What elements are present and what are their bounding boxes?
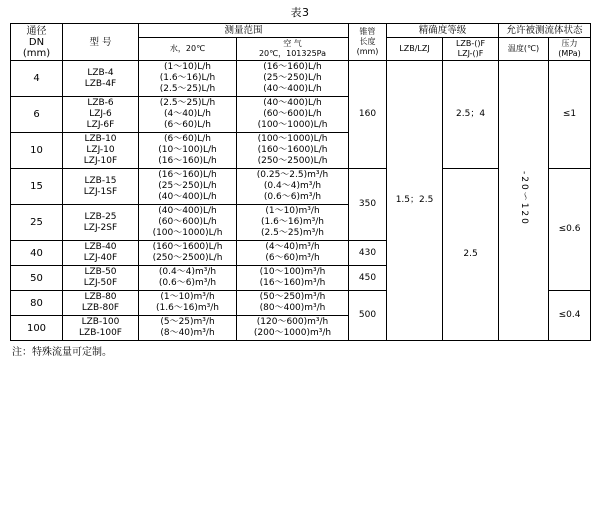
model-line: LZJ-50F [83,278,118,288]
table-title: 表3 [290,6,310,19]
cell-model [63,133,139,169]
header-fluid-temperature: 温度(℃) [499,38,549,61]
cell-cone-length: 160 [349,61,387,169]
cell-cone-length: 450 [349,266,387,291]
cell-accuracy-f-top: 2.5；4 [443,61,499,169]
cell-air-range [237,97,349,133]
cell-model [63,169,139,205]
header-model: 型 号 [63,24,139,61]
range-line: (200～1000)m³/h [253,328,332,338]
temperature-value: -20～120 [519,171,530,226]
range-line: (60～600)L/h [158,217,217,227]
header-range-water: 水，20℃ [139,38,237,61]
range-line: (40～400)L/h [158,192,217,202]
header-fluid-pressure [549,38,591,61]
table-note: 注：特殊流量可定制。 [12,347,112,358]
range-line: (8～40)m³/h [160,328,215,338]
cell-model [63,266,139,291]
header-cone-length [349,24,387,61]
range-line: (100～1000)L/h [257,134,328,144]
range-line: (60～600)L/h [263,109,322,119]
header-dn-line1: 通径 [26,25,47,37]
cell-fluid-pressure-mid: ≤0.6 [549,169,591,291]
cell-fluid-pressure-top: ≤1 [549,61,591,169]
header-fluid-pressure-line2: (MPa) [558,49,581,58]
header-dn-line2: DN [28,36,45,48]
cell-fluid-temperature [499,61,549,341]
range-line: (1～10)L/h [164,62,211,72]
range-line: (25～250)L/h [158,181,217,191]
cell-air-range [237,316,349,341]
range-line: (2.5～25)L/h [159,84,216,94]
cell-air-range [237,169,349,205]
specification-table [10,23,591,341]
range-line: (25～250)L/h [263,73,322,83]
model-line: LZB-100F [79,328,122,338]
range-line: (6～60)m³/h [265,253,320,263]
header-accuracy-f-line1: LZB-()F [455,39,486,48]
range-line: (0.6～6)m³/h [158,278,217,288]
range-line: (1.6～16)m³/h [261,217,324,227]
table-header-row-1 [11,24,591,38]
cell-air-range [237,205,349,241]
range-line: (1～10)m³/h [265,206,320,216]
header-cone-line2: 长度 [359,37,376,46]
cell-air-range [237,241,349,266]
header-measuring-range: 测量范围 [139,24,349,38]
cell-dn: 80 [11,291,63,316]
range-line: (6～60)L/h [164,120,211,130]
cell-model [63,316,139,341]
cell-model [63,61,139,97]
model-line: LZJ-10 [86,145,115,155]
cell-dn: 100 [11,316,63,341]
range-line: (16～160)L/h [263,62,322,72]
header-accuracy-f-line2: LZJ-()F [457,49,484,58]
cell-dn: 4 [11,61,63,97]
cell-fluid-pressure-bottom: ≤0.4 [549,291,591,341]
range-line: (1.6～16)m³/h [156,303,219,313]
range-line: (5～25)m³/h [160,317,215,327]
cell-dn: 15 [11,169,63,205]
range-line: (16～160)m³/h [259,278,326,288]
header-fluid-pressure-line1: 压力 [561,39,578,48]
model-line: LZB-10 [84,134,117,144]
range-line: (250～2500)L/h [152,253,223,263]
header-accuracy-f [443,38,499,61]
range-line: (160～1600)L/h [152,242,223,252]
range-line: (120～600)m³/h [256,317,329,327]
model-line: LZB-80F [81,303,120,313]
cell-model [63,291,139,316]
cell-accuracy-f-bottom: 2.5 [443,169,499,341]
range-line: (16～160)L/h [158,170,217,180]
model-line: LZB-80 [84,292,117,302]
cell-water-range [139,61,237,97]
range-line: (80～400)m³/h [259,303,326,313]
model-line: LZJ-40F [83,253,118,263]
cell-model [63,241,139,266]
model-line: LZB-100 [81,317,120,327]
range-line: (160～1600)L/h [257,145,328,155]
cell-water-range [139,133,237,169]
range-line: (40～400)L/h [263,98,322,108]
table-row [11,61,591,97]
cell-water-range [139,97,237,133]
cell-cone-length: 350 [349,169,387,241]
range-line: (0.4～4)m³/h [263,181,322,191]
range-line: (10～100)L/h [158,145,217,155]
cell-model [63,205,139,241]
cell-dn: 50 [11,266,63,291]
header-accuracy-lzb-lzj: LZB/LZJ [387,38,443,61]
range-line: (0.6～6)m³/h [263,192,322,202]
cell-air-range [237,61,349,97]
model-line: LZB-40 [84,242,117,252]
cell-air-range [237,133,349,169]
model-line: LZB-25 [84,211,117,222]
cell-dn: 40 [11,241,63,266]
header-accuracy-group: 精确度等级 [387,24,499,38]
header-fluid-group: 允许被测流体状态 [499,24,591,38]
cell-dn: 10 [11,133,63,169]
cell-water-range [139,241,237,266]
model-line: LZJ-2SF [83,222,118,233]
model-line: LZJ-10F [83,156,118,166]
cell-water-range [139,205,237,241]
header-dn-line3: (mm) [22,47,51,59]
range-line: (6～60)L/h [164,134,211,144]
model-line: LZB-4 [87,67,114,78]
range-line: (100～1000)L/h [257,120,328,130]
range-line: (100～1000)L/h [152,228,223,238]
range-line: (0.25～2.5)m³/h [256,170,329,180]
model-line: LZB-15 [84,175,117,186]
range-line: (10～100)m³/h [259,267,326,277]
header-range-air-line2: 20℃，101325Pa [258,49,327,58]
header-dn [11,24,63,61]
header-range-air-line1: 空 气 [283,39,302,48]
model-line: LZJ-6 [89,109,112,119]
range-line: (4～40)L/h [164,109,211,119]
range-line: (40～400)L/h [158,206,217,216]
cell-water-range [139,266,237,291]
cell-air-range [237,266,349,291]
cell-dn: 25 [11,205,63,241]
model-line: LZJ-6F [86,120,115,130]
range-line: (1.6～16)L/h [159,73,216,83]
range-line: (4～40)m³/h [265,242,320,252]
range-line: (1～10)m³/h [160,292,215,302]
range-line: (250～2500)L/h [257,156,328,166]
range-line: (16～160)L/h [158,156,217,166]
cell-model [63,97,139,133]
cell-accuracy-lzb-lzj: 1.5；2.5 [387,61,443,341]
model-line: LZB-50 [84,267,117,277]
range-line: (0.4～4)m³/h [158,267,217,277]
cell-cone-length: 500 [349,291,387,341]
cell-water-range [139,169,237,205]
range-line: (2.5～25)L/h [159,98,216,108]
model-line: LZB-6 [87,98,114,108]
range-line: (50～250)m³/h [259,292,326,302]
header-cone-line3: (mm) [356,47,379,56]
header-range-air [237,38,349,61]
range-line: (40～400)L/h [263,84,322,94]
cell-water-range [139,316,237,341]
cell-water-range [139,291,237,316]
range-line: (2.5～25)m³/h [261,228,324,238]
cell-cone-length: 430 [349,241,387,266]
cell-dn: 6 [11,97,63,133]
model-line: LZJ-1SF [83,186,118,197]
cell-air-range [237,291,349,316]
header-cone-line1: 锥管 [359,27,376,36]
model-line: LZB-4F [84,78,117,89]
